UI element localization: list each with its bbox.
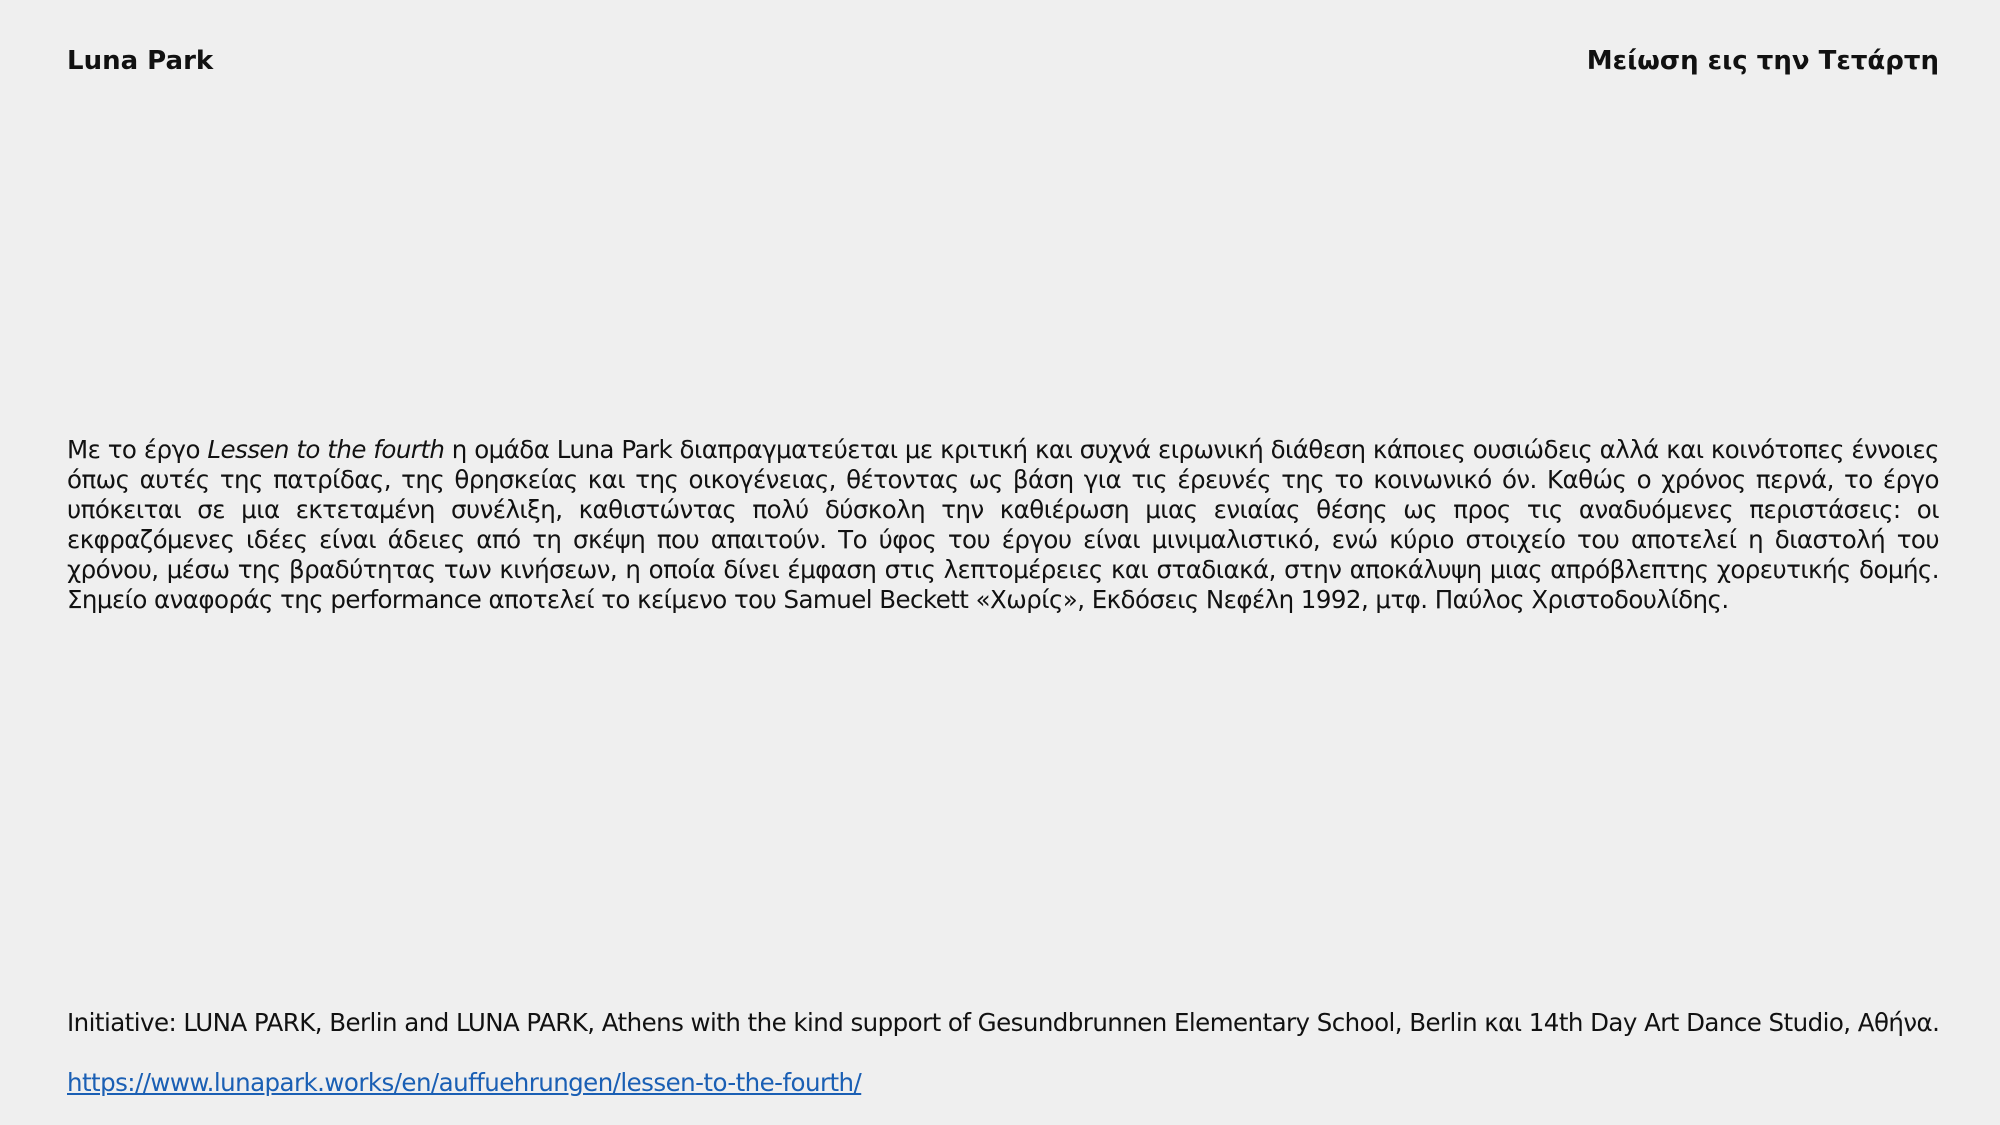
work-title: Lessen to the fourth xyxy=(207,435,445,464)
performance-link[interactable]: https://www.lunapark.works/en/auffuehrungen/lessen-to-the-fourth/ xyxy=(67,1068,862,1097)
company-name: Luna Park xyxy=(67,46,214,76)
initiative-credits: Initiative: LUNA PARK, Berlin and LUNA PARK, Athens with the kind support of Gesundbrunnen Elementary School, Berlin και 14th Day Art Dance Studio, Αθήνα. xyxy=(67,1008,1940,1037)
page-title: Μείωση εις την Τετάρτη xyxy=(1586,46,1939,76)
description-paragraph xyxy=(67,435,1939,615)
description-text: η ομάδα Luna Park διαπραγματεύεται με κριτική και συχνά ειρωνική διάθεση κάποιες ουσιώδεις αλλά και κοινότοπες έννοιες όπως αυτές της πατρίδας, της θρησκείας και της οικογένειας, θέτοντας ως βάση για τις έρευνές της το κοινωνικό όν. Καθώς ο χρόνος περνά, το έργο υπόκειται σε μια εκτεταμένη συνέλιξη, καθιστώντας πολύ δύσκολη την καθιέρωση μιας ενιαίας θέσης ως προς τις αναδυόμενες περιστάσεις: οι εκφραζόμενες ιδέες είναι άδειες από τη σκέψη που απαιτούν. Το ύφος του έργου είναι μινιμαλιστικό, ενώ κύριο στοιχείο του αποτελεί η διαστολή του χρόνου, μέσω της βραδύτητας των κινήσεων, η οποία δίνει έμφαση στις λεπτομέρειες και σταδιακά, στην αποκάλυψη μιας απρόβλεπτης χορευτικής δομής. Σημείο αναφοράς της performance αποτελεί το κείμενο του Samuel Beckett «Χωρίς», Εκδόσεις Νεφέλη 1992, μτφ. Παύλος Χριστοδουλίδης. xyxy=(67,435,1940,614)
description-intro: Με το έργο xyxy=(67,435,208,464)
